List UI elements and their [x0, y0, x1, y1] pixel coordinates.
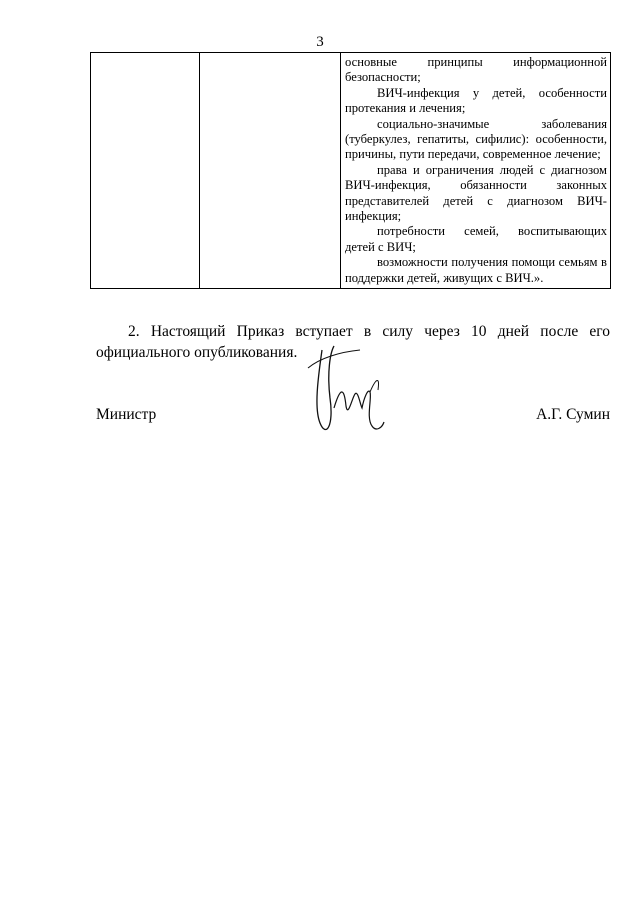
- table-row: [91, 53, 611, 289]
- table-cell-topics: [341, 53, 611, 289]
- continuation-table: [90, 52, 611, 289]
- table-cell-empty-1: [91, 53, 200, 289]
- signature-row: [96, 405, 610, 429]
- topic-item: ВИЧ-инфекция у детей, особенности протекания и лечения;: [345, 85, 607, 116]
- handwritten-signature: [300, 328, 390, 448]
- page-number: 3: [316, 34, 324, 50]
- order-clause-2: 2. Настоящий Приказ вступает в силу через 10 дней после его официального опубликования.: [96, 323, 610, 361]
- topic-item: возможности получения помощи семьям в поддержки детей, живущих с ВИЧ.».: [345, 255, 607, 285]
- signatory-name: А.Г. Сумин: [536, 406, 610, 423]
- topic-item: основные принципы информационной безопасности;: [345, 55, 607, 85]
- topic-item: социально-значимые заболевания (туберкулез, гепатиты, сифилис): особенности, причины, пути передачи, современное лечение;: [345, 116, 607, 162]
- topic-item: права и ограничения людей с диагнозом ВИЧ-инфекция, обязанности законных представителей детей с диагнозом ВИЧ-инфекция;: [345, 162, 607, 224]
- topic-item: потребности семей, воспитывающих детей с ВИЧ;: [345, 224, 607, 254]
- table-cell-empty-2: [200, 53, 341, 289]
- signatory-title: Министр: [96, 406, 157, 423]
